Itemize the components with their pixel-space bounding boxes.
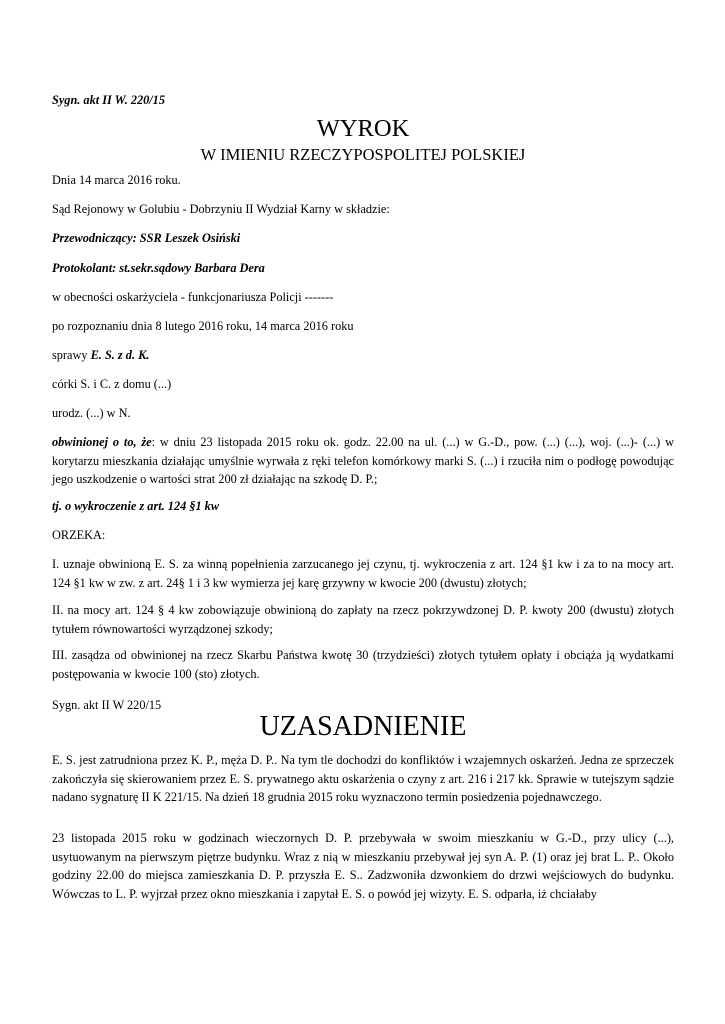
case-signature-top: Sygn. akt II W. 220/15 — [52, 93, 165, 107]
verdict-subtitle: W IMIENIU RZECZYPOSPOLITEJ POLSKIEJ — [200, 145, 526, 164]
accusation-label: obwinionej o to, że — [52, 435, 152, 449]
offence-line: tj. o wykroczenie z art. 124 §1 kw — [52, 499, 220, 513]
chair-line: Przewodniczący: SSR Leszek Osiński — [52, 231, 241, 245]
ruling-point-3: III. zasądza od obwinionej na rzecz Skarbu Państwa kwotę 30 (trzydzieści) złotych tytułem opłaty i obciąża ją wydatkami postępowania w kwocie 100 (sto) złotych. — [52, 648, 674, 681]
justification-title: UZASADNIENIE — [259, 711, 467, 742]
justification-paragraph-1: E. S. jest zatrudniona przez K. P., męża D. P.. Na tym tle dochodzi do konfliktów i wzajemnych oskarżeń. Jedna ze sprzeczek zakończyła się skierowaniem przez E. S. prywatnego aktu oskarżenia o czyny z art. 216 i 217 kk. Sprawie w tutejszym sądzie nadano sygnaturę II K 221/15. Na dzień 18 grudnia 2015 roku wyznaczono termin posiedzenia pojednawczego. — [52, 753, 674, 805]
clerk-line: Protokolant: st.sekr.sądowy Barbara Dera — [52, 261, 265, 275]
ruling-point-2: II. na mocy art. 124 § 4 kw zobowiązuje obwinioną do zapłaty na rzecz pokrzywdzonej D. P. kwoty 200 (dwustu) złotych tytułem równowartości wyrządzonej szkody; — [52, 603, 674, 636]
case-prefix: sprawy — [52, 348, 91, 362]
date-line: Dnia 14 marca 2016 roku. — [52, 173, 181, 187]
court-line: Sąd Rejonowy w Golubiu - Dobrzyniu II Wydział Karny w składzie: — [52, 202, 390, 216]
ruling-point-1: I. uznaje obwinioną E. S. za winną popełnienia zarzucanego jej czynu, tj. wykroczenia z art. 124 §1 kw i za to na mocy art. 124 §1 kw w zw. z art. 24§ 1 i 3 kw wymierza jej karę grzywny w kwocie 200 (dwustu) złotych; — [52, 557, 674, 590]
case-signature-mid: Sygn. akt II W 220/15 — [52, 698, 162, 712]
justification-paragraph-2: 23 listopada 2015 roku w godzinach wieczornych D. P. przebywała w swoim mieszkaniu w G.-D., przy ulicy (...), usytuowanym na pierwszym piętrze budynku. Wraz z nią w mieszkaniu przebywał jej syn A. P. (1) oraz jej brat L. P.. Około godziny 22.00 do miejsca zamieszkania D. P. przyszła E. S.. Zadzwoniła dzwonkiem do drzwi wejściowych do budynku. Wówczas to L. P. wyjrzał przez okno mieszkania i zapytał E. S. o powód jej wizyty. E. S. odparła, iż chciałaby — [52, 831, 674, 901]
born-line: urodz. (...) w N. — [52, 406, 131, 420]
accusation-text: : w dniu 23 listopada 2015 roku ok. godz. 22.00 na ul. (...) w G.-D., pow. (...) (...), woj. (...)- (...) w korytarzu mieszkania działając umyślnie wyrwała z ręki telefon komórkowy marki S. (...) i rzuciła nim o podłogę powodując jego uszkodzenie o wartości strat 200 zł działając na szkodę D. P.; — [52, 435, 674, 487]
case-line — [52, 345, 149, 365]
verdict-title: WYROK — [316, 115, 410, 142]
case-name: E. S. z d. K. — [90, 348, 150, 362]
daughter-line: córki S. i C. z domu (...) — [52, 377, 172, 391]
accusation-paragraph — [52, 433, 674, 489]
hearing-line: po rozpoznaniu dnia 8 lutego 2016 roku, 14 marca 2016 roku — [52, 319, 354, 333]
orzeka-heading: ORZEKA: — [52, 528, 106, 542]
prosecutor-line: w obecności oskarżyciela - funkcjonariusza Policji ------- — [52, 290, 334, 304]
